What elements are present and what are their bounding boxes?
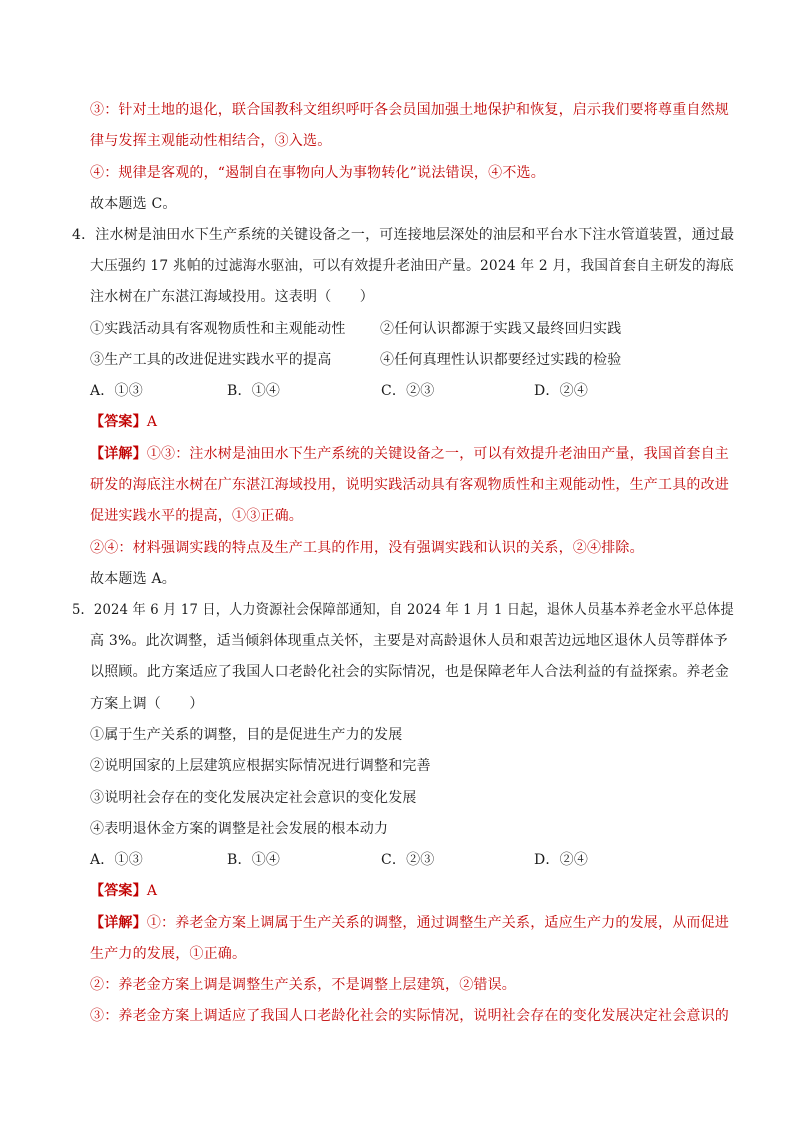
q5-option-d: D．②④ bbox=[534, 852, 589, 868]
q5-stem-line4: 方案上调（ ） bbox=[90, 696, 204, 712]
q4-answer-label: 【答案】 bbox=[90, 414, 147, 430]
q5-detail-2: ②：养老金方案上调是调整生产关系，不是调整上层建筑，②错误。 bbox=[90, 977, 516, 993]
q4-detail-line2: 研发的海底注水树在广东湛江海域投用，说明实践活动具有客观物质性和主观能动性，生产工具的改进 bbox=[90, 477, 729, 493]
q5-statement-4: ④表明退休金方案的调整是社会发展的根本动力 bbox=[90, 821, 389, 837]
q5-option-c: C．②③ bbox=[381, 852, 435, 868]
q5-stem-line3: 以照顾。此方案适应了我国人口老龄化社会的实际情况，也是保障老年人合法利益的有益探索。养老金 bbox=[90, 664, 729, 680]
q4-detail-24: ②④：材料强调实践的特点及生产工具的作用，没有强调实践和认识的关系，②④排除。 bbox=[90, 540, 644, 556]
q4-statement-4: ④任何真理性认识都要经过实践的检验 bbox=[380, 352, 622, 368]
q5-option-a: A．①③ bbox=[90, 852, 143, 868]
q5-stem-line2: 高 3%。此次调整，适当倾斜体现重点关怀，主要是对高龄退休人员和艰苦边远地区退休人员等群体予 bbox=[90, 633, 728, 649]
q5-answer-label: 【答案】 bbox=[90, 883, 147, 899]
q4-statement-2: ②任何认识都源于实践又最终回归实践 bbox=[380, 321, 622, 337]
q5-answer bbox=[90, 881, 157, 901]
q5-statement-2: ②说明国家的上层建筑应根据实际情况进行调整和完善 bbox=[90, 758, 431, 774]
q5-statement-3: ③说明社会存在的变化发展决定社会意识的变化发展 bbox=[90, 790, 417, 806]
prev-detail-3-line1: ③：针对土地的退化，联合国教科文组织呼吁各会员国加强土地保护和恢复，启示我们要将尊重自然规 bbox=[90, 102, 729, 118]
prev-conclusion: 故本题选 C。 bbox=[90, 196, 177, 212]
q5-detail-3: ③：养老金方案上调适应了我国人口老龄化社会的实际情况，说明社会存在的变化发展决定社会意识的 bbox=[90, 1008, 729, 1024]
q5-stem-line1: 5．2024 年 6 月 17 日，人力资源社会保障部通知，自 2024 年 1 月 1 日起，退休人员基本养老金水平总体提 bbox=[72, 602, 734, 618]
prev-detail-4: ④：规律是客观的，“遏制自在事物向人为事物转化”说法错误，④不选。 bbox=[90, 165, 545, 181]
q4-detail-line3: 促进实践水平的提高，①③正确。 bbox=[90, 508, 303, 524]
q4-detail-text1: ①③：注水树是油田水下生产系统的关键设备之一，可以有效提升老油田产量，我国首套自主 bbox=[146, 446, 730, 462]
q4-detail-line1 bbox=[90, 444, 729, 464]
q5-detail-line1 bbox=[90, 913, 729, 933]
q5-option-b: B．①④ bbox=[227, 852, 281, 868]
q4-stem-line1: 4．注水树是油田水下生产系统的关键设备之一，可连接地层深处的油层和平台水下注水管道装置，通过最 bbox=[72, 227, 735, 243]
q4-answer bbox=[90, 412, 157, 432]
q5-detail-label: 【详解】 bbox=[90, 915, 147, 931]
q5-answer-value: A bbox=[146, 883, 158, 899]
q4-answer-value: A bbox=[146, 414, 158, 430]
q4-option-b: B．①④ bbox=[227, 383, 281, 399]
q4-stem-line3: 注水树在广东湛江海域投用。这表明（ ） bbox=[90, 289, 374, 305]
q4-option-c: C．②③ bbox=[381, 383, 435, 399]
q4-option-a: A．①③ bbox=[90, 383, 143, 399]
q4-detail-label: 【详解】 bbox=[90, 446, 147, 462]
q5-detail-line2: 生产力的发展，①正确。 bbox=[90, 946, 247, 962]
q4-statement-1: ①实践活动具有客观物质性和主观能动性 bbox=[90, 321, 346, 337]
q5-detail-text1: ①：养老金方案上调属于生产关系的调整，通过调整生产关系，适应生产力的发展，从而促进 bbox=[146, 915, 730, 931]
q4-option-d: D．②④ bbox=[534, 383, 589, 399]
q5-statement-1: ①属于生产关系的调整，目的是促进生产力的发展 bbox=[90, 727, 403, 743]
q4-conclusion: 故本题选 A。 bbox=[90, 571, 176, 587]
q4-stem-line2: 大压强约 17 兆帕的过滤海水驱油，可以有效提升老油田产量。2024 年 2 月，我国首套自主研发的海底 bbox=[90, 258, 734, 274]
q4-statement-3: ③生产工具的改进促进实践水平的提高 bbox=[90, 352, 332, 368]
prev-detail-3-line2: 律与发挥主观能动性相结合，③入选。 bbox=[90, 133, 332, 149]
